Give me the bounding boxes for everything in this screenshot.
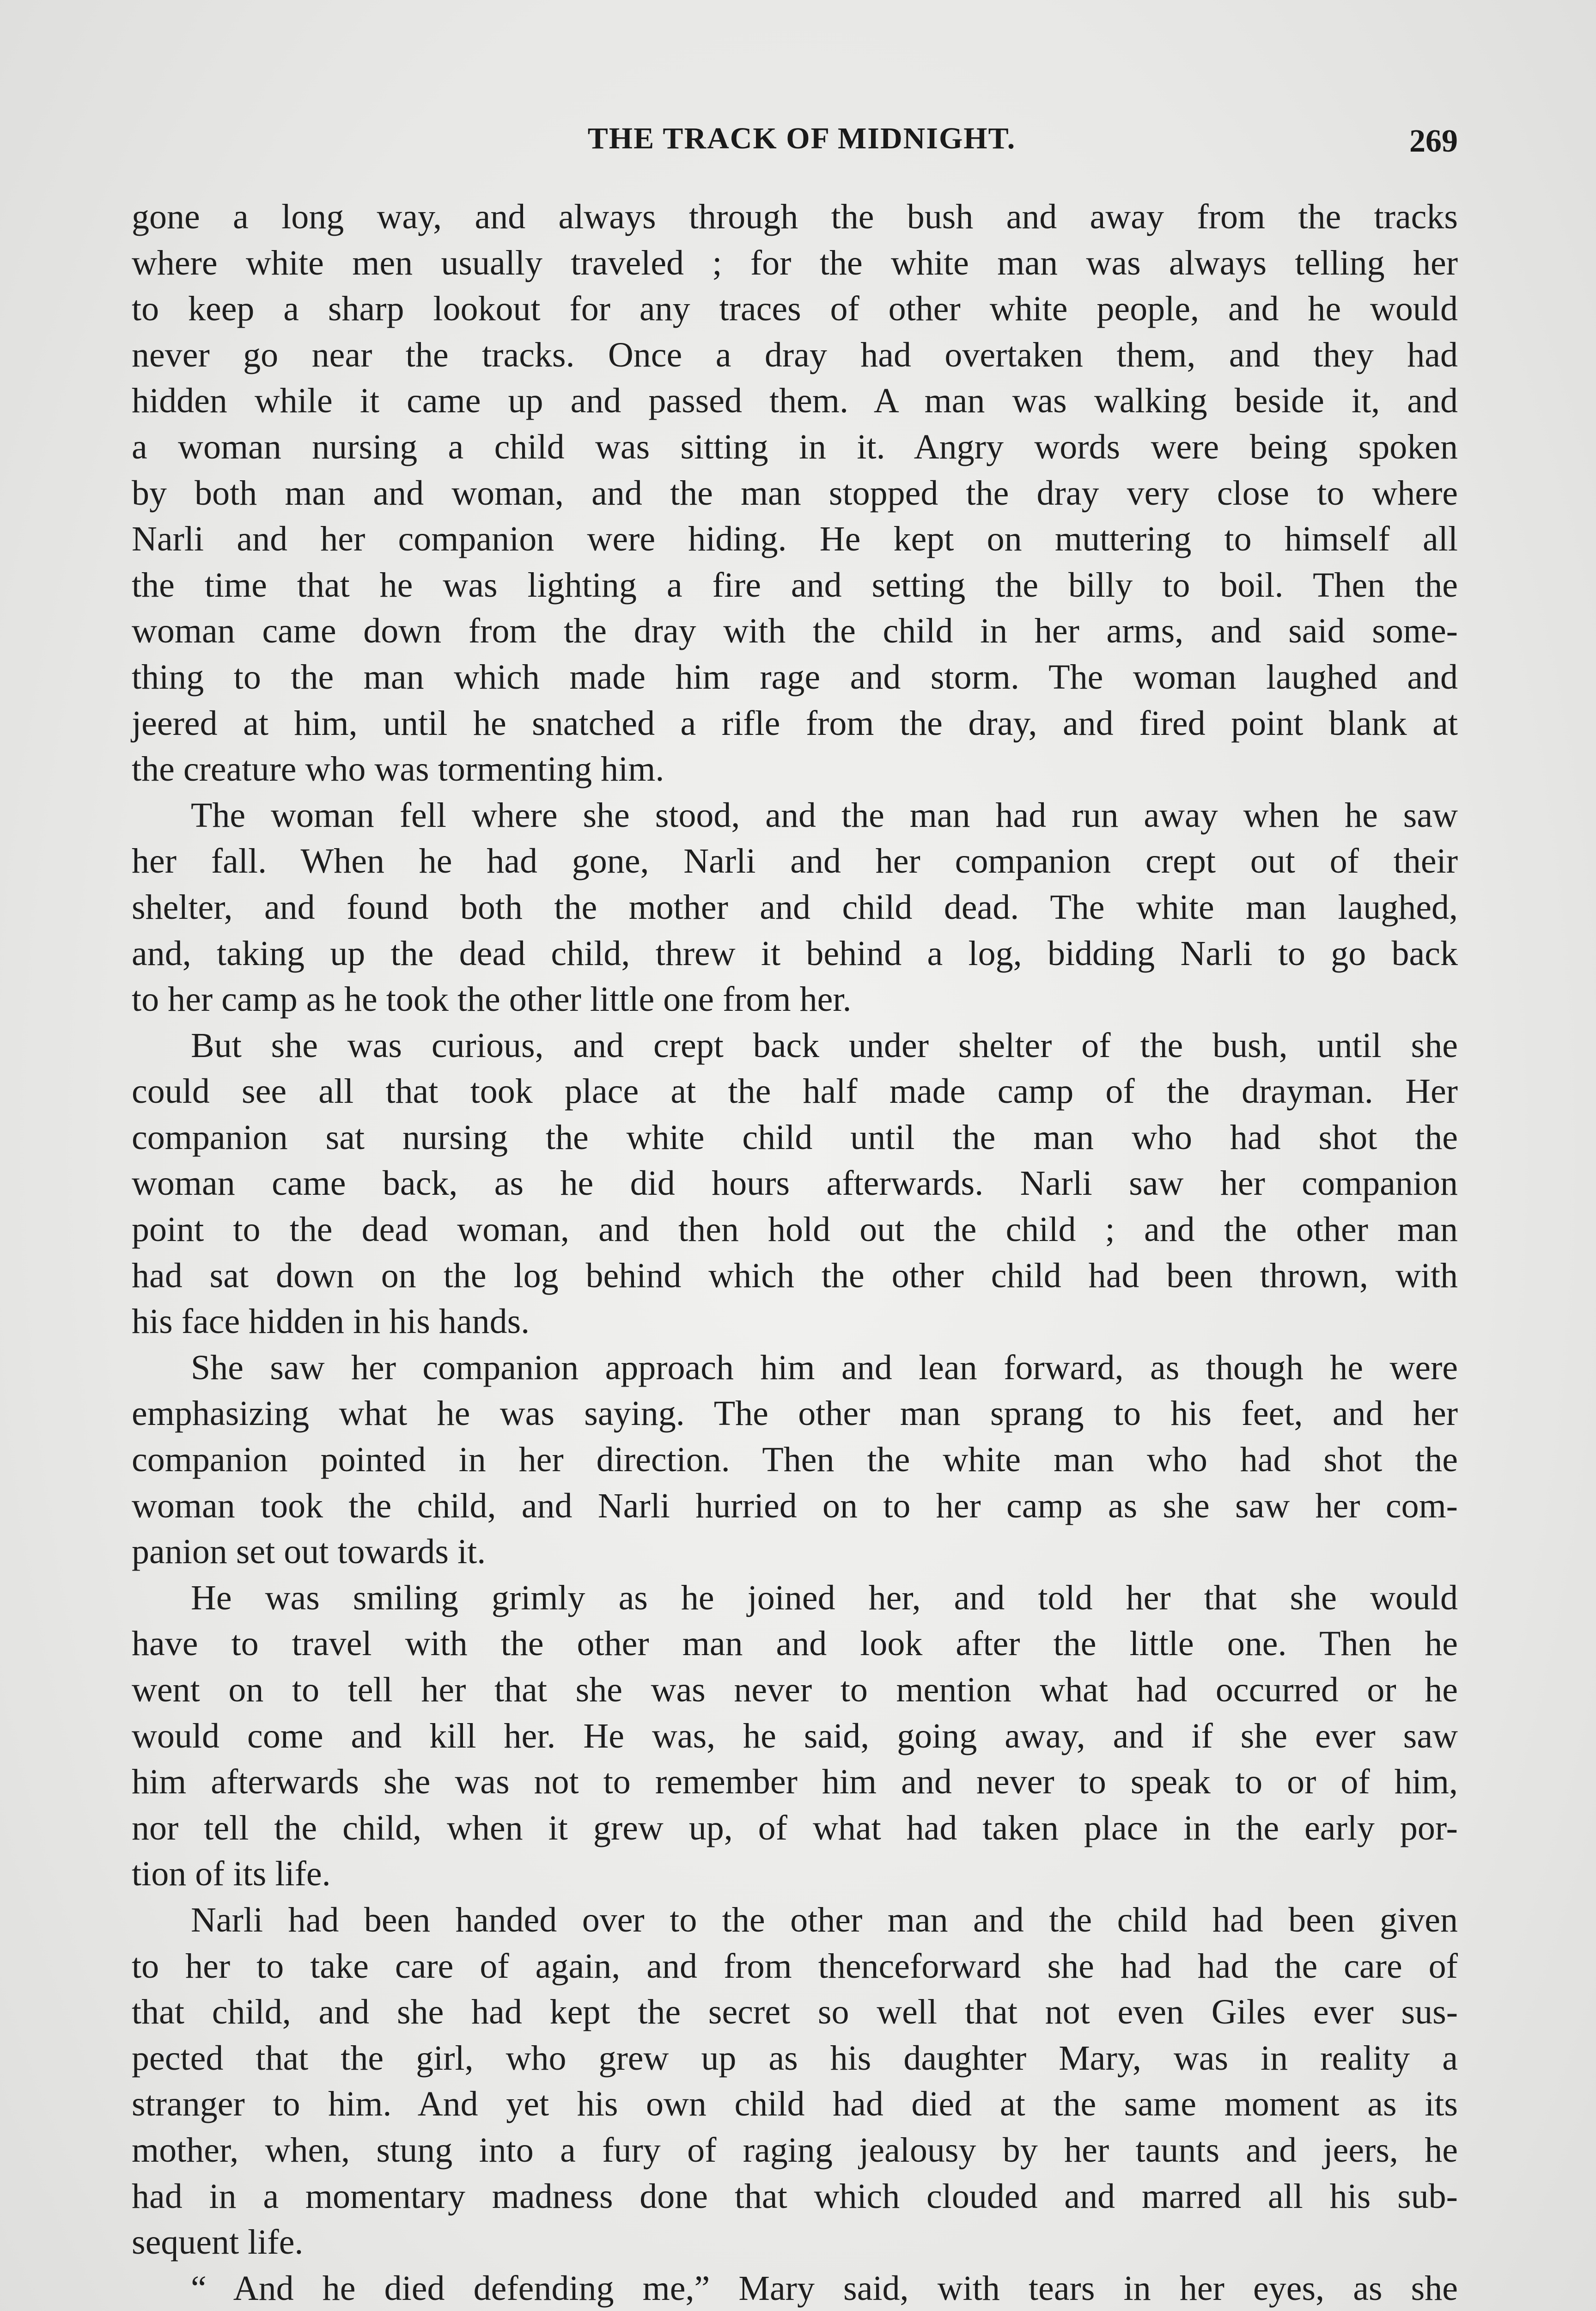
running-head: THE TRACK OF MIDNIGHT. (587, 122, 1016, 155)
text-line: pected that the girl, who grew up as his daughter Mary, was in reality a (132, 2038, 1458, 2078)
text-line: panion set out towards it. (132, 1532, 486, 1571)
text-line: point to the dead woman, and then hold out the child ; and the other man (132, 1210, 1458, 1249)
text-line: sequent life. (132, 2223, 304, 2262)
text-line: tion of its life. (132, 1854, 331, 1894)
text-line: and, taking up the dead child, threw it behind a log, bidding Narli to go back (132, 934, 1458, 973)
text-line: emphasizing what he was saying. The other man sprang to his feet, and her (132, 1394, 1458, 1433)
text-line: a woman nursing a child was sitting in it. Angry words were being spoken (132, 427, 1458, 466)
text-line: woman took the child, and Narli hurried on to her camp as she saw her com- (132, 1486, 1458, 1525)
text-line: thing to the man which made him rage and storm. The woman laughed and (132, 657, 1458, 697)
text-line: mother, when, stung into a fury of raging jealousy by her taunts and jeers, he (132, 2130, 1458, 2170)
page-number: 269 (1409, 123, 1458, 159)
text-line: Narli had been handed over to the other man and the child had been given (191, 1900, 1458, 1939)
text-line: But she was curious, and crept back under shelter of the bush, until she (191, 1026, 1458, 1065)
text-line: companion pointed in her direction. Then the white man who had shot the (132, 1440, 1458, 1480)
text-line: to her to take care of again, and from thenceforward she had had the care of (132, 1946, 1458, 1986)
text-line: where white men usually traveled ; for the white man was always telling her (132, 243, 1458, 282)
text-line: Narli and her companion were hiding. He kept on muttering to himself all (132, 520, 1458, 559)
text-line: He was smiling grimly as he joined her, and told her that she would (191, 1578, 1458, 1617)
text-line: never go near the tracks. Once a dray had overtaken them, and they had (132, 335, 1458, 374)
text-line: went on to tell her that she was never to mention what had occurred or he (132, 1670, 1458, 1709)
text-line: nor tell the child, when it grew up, of what had taken place in the early por- (132, 1808, 1458, 1847)
text-line: woman came down from the dray with the child in her arms, and said some- (132, 611, 1458, 651)
text-line: woman came back, as he did hours afterwards. Narli saw her companion (132, 1164, 1458, 1203)
text-line: to her camp as he took the other little one from her. (132, 980, 852, 1019)
text-line: jeered at him, until he snatched a rifle from the dray, and fired point blank at (132, 703, 1458, 743)
text-line: her fall. When he had gone, Narli and her companion crept out of their (132, 842, 1458, 881)
text-line: to keep a sharp lookout for any traces of other white people, and he would (132, 289, 1458, 329)
text-line: could see all that took place at the half made camp of the drayman. Her (132, 1072, 1458, 1111)
text-line: had sat down on the log behind which the other child had been thrown, with (132, 1256, 1458, 1295)
text-line: the time that he was lighting a fire and setting the billy to boil. Then the (132, 565, 1458, 605)
text-line: him afterwards she was not to remember him and never to speak to or of him, (132, 1762, 1458, 1802)
text-line: have to travel with the other man and look after the little one. Then he (132, 1624, 1458, 1663)
text-line: She saw her companion approach him and lean forward, as though he were (191, 1348, 1458, 1387)
text-line: The woman fell where she stood, and the man had run away when he saw (191, 795, 1458, 835)
text-line: the creature who was tormenting him. (132, 750, 664, 789)
text-line: “ And he died defending me,” Mary said, with tears in her eyes, as she (191, 2268, 1458, 2308)
text-line: companion sat nursing the white child until the man who had shot the (132, 1118, 1458, 1157)
text-line: stranger to him. And yet his own child had died at the same moment as its (132, 2085, 1458, 2124)
text-line: by both man and woman, and the man stopped the dray very close to where (132, 473, 1458, 513)
text-line: that child, and she had kept the secret so well that not even Giles ever sus- (132, 1993, 1458, 2032)
text-line: gone a long way, and always through the bush and away from the tracks (132, 197, 1458, 236)
text-line: his face hidden in his hands. (132, 1302, 530, 1341)
text-line: hidden while it came up and passed them. A man was walking beside it, and (132, 381, 1458, 421)
text-line: would come and kill her. He was, he said, going away, and if she ever saw (132, 1716, 1458, 1755)
text-line: shelter, and found both the mother and child dead. The white man laughed, (132, 887, 1458, 927)
body-text (132, 194, 1458, 2311)
text-line: had in a momentary madness done that which clouded and marred all his sub- (132, 2176, 1458, 2216)
